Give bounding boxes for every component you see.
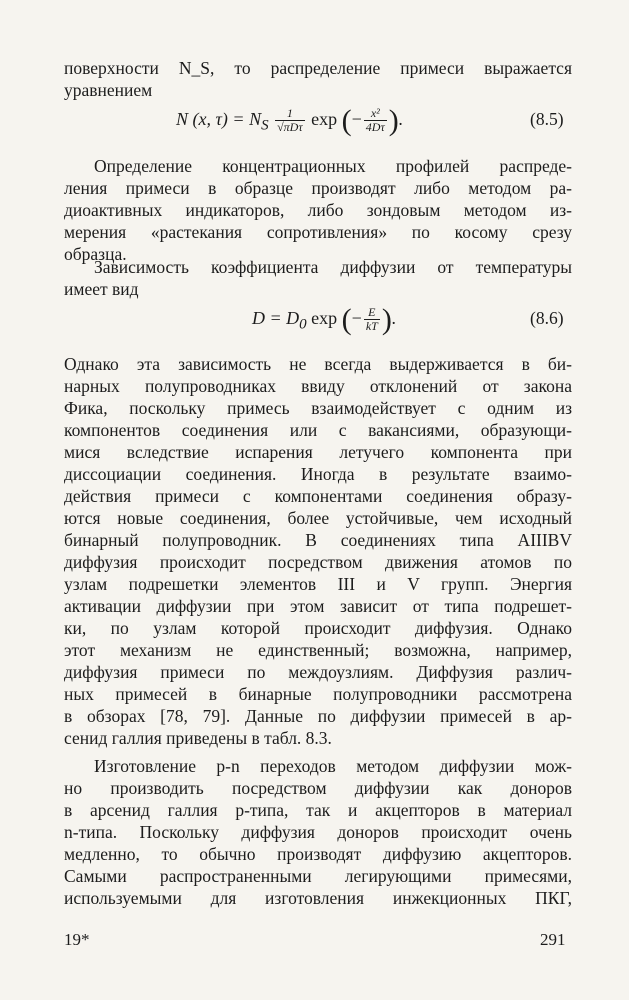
text-line: этот механизм не единственный; возможна, например,: [64, 640, 572, 660]
text-line: ются новые соединения, более устойчивые, чем исходный: [64, 508, 572, 528]
text-line: узлам подрешетки элементов III и V групп. Энергия: [64, 574, 572, 594]
equation-number: (8.6): [530, 308, 564, 328]
text-line: сенид галлия приведены в табл. 8.3.: [64, 728, 332, 748]
text-line: медленно, то обычно производят диффузию акцепторов.: [64, 844, 572, 864]
text-line: в арсенид галлия p-типа, так и акцепторов в материал: [64, 800, 572, 820]
text-line: имеет вид: [64, 279, 139, 299]
text-line: компонентов соединения или с вакансиями, образующи-: [64, 420, 572, 440]
text-line: образца.: [64, 244, 127, 264]
fraction-denominator: 4Dτ: [365, 120, 385, 135]
formula-lhs: N (x, τ) = N: [176, 109, 262, 129]
formula-sign: −: [351, 308, 362, 328]
text-line: Изготовление p-n переходов методом диффузии мож-: [94, 756, 572, 776]
text-line: поверхности N_S, то распределение примеси выражается: [64, 58, 572, 78]
formula-inner-fraction: [364, 306, 380, 333]
equation-number: (8.5): [530, 109, 564, 129]
fraction-numerator: x²: [364, 107, 387, 121]
text-line: ных примесей в бинарные полупроводники рассмотрена: [64, 684, 572, 704]
fraction-denominator: kT: [365, 319, 378, 334]
formula-lhs: D = D: [252, 308, 300, 328]
formula-exp: exp: [311, 109, 338, 129]
text-line: Определение концентрационных профилей распреде-: [94, 156, 572, 176]
formula-8-6: $D = D_0$ exp (− $\frac{E}{kT}$ ).: [252, 302, 397, 336]
text-line: ления примеси в образце производят либо методом ра-: [64, 178, 572, 198]
fraction-numerator: E: [364, 306, 380, 320]
text-line: диоактивных индикаторов, либо зондовым методом из-: [64, 200, 572, 220]
text-line: действия примеси с компонентами соединения образу-: [64, 486, 572, 506]
formula-subscript: 0: [299, 316, 307, 333]
text-line: диссоциации соединения. Иногда в результате взаимо-: [64, 464, 572, 484]
page-number: 291: [540, 930, 566, 949]
formula-8-5: N (x, $\tau) = N_S$ $\frac{1}{\text{√πDτ}}$ exp (− $\frac{\text{x²}}{4D\tau}$ ).: [176, 103, 404, 137]
text-line: ки, по узлам которой происходит диффузия. Однако: [64, 618, 572, 638]
text-line: диффузия примеси по междоузлиям. Диффузия различ-: [64, 662, 572, 682]
text-line: бинарный полупроводник. В соединениях типа AIIIBV: [64, 530, 572, 550]
formula-sign: −: [351, 109, 362, 129]
fraction-numerator: 1: [275, 107, 305, 121]
signature-mark: 19*: [64, 930, 90, 949]
text-line: диффузия происходит посредством движения атомов по: [64, 552, 572, 572]
text-line: используемыми для изготовления инжекционных ПКГ,: [64, 888, 572, 908]
text-line: Самыми распространенными легирующими примесями,: [64, 866, 572, 886]
text-line: в обзорах [78, 79]. Данные по диффузии примесей в ар-: [64, 706, 572, 726]
text-line: мерения «растекания сопротивления» по косому срезу: [64, 222, 572, 242]
formula-exp: exp: [311, 308, 338, 328]
text-line: n-типа. Поскольку диффузия доноров происходит очень: [64, 822, 572, 842]
formula-inner-fraction: [364, 107, 387, 134]
text-line: Однако эта зависимость не всегда выдерживается в би-: [64, 354, 572, 374]
formula-fraction: [275, 107, 305, 134]
text-line: Зависимость коэффициента диффузии от температуры: [94, 257, 572, 277]
text-line: нарных полупроводниках ввиду отклонений от закона: [64, 376, 572, 396]
text-line: активации диффузии при этом зависит от типа подрешет-: [64, 596, 572, 616]
formula-subscript: S: [261, 117, 269, 134]
text-line: Фика, поскольку примесь взаимодействует с одним из: [64, 398, 572, 418]
text-line: но производить посредством диффузии как доноров: [64, 778, 572, 798]
fraction-denominator: √πDτ: [277, 120, 303, 135]
text-line: уравнением: [64, 80, 153, 100]
text-line: мися вследствие испарения летучего компонента при: [64, 442, 572, 462]
